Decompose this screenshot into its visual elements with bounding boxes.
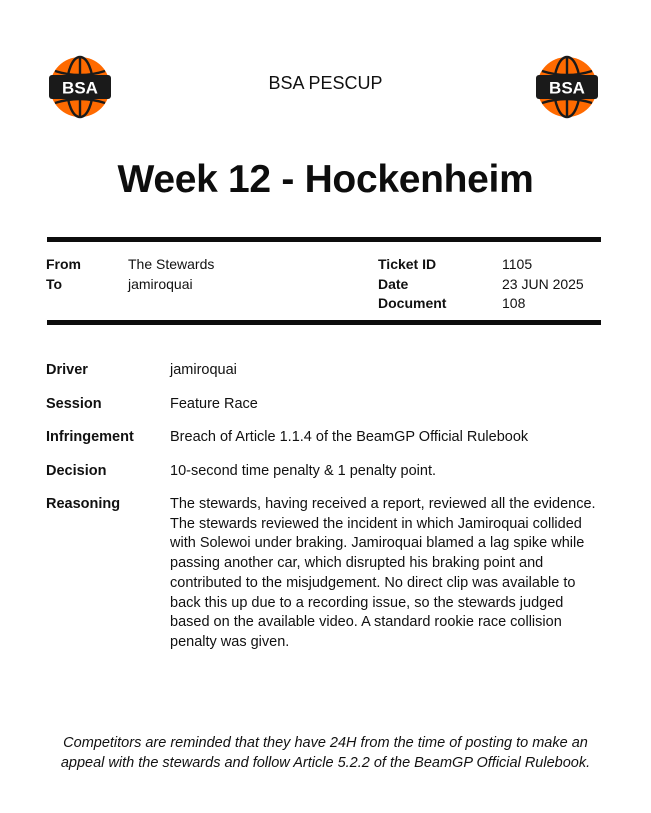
logo-text: BSA xyxy=(549,78,585,98)
divider-bottom xyxy=(47,320,601,325)
organization-name: BSA PESCUP xyxy=(268,73,383,93)
session-label: Session xyxy=(46,396,102,412)
page-title: Week 12 - Hockenheim xyxy=(117,158,534,201)
document-value: 108 xyxy=(502,295,526,311)
infringement-label: Infringement xyxy=(46,429,134,445)
to-label: To xyxy=(46,276,63,292)
bsa-logo-right xyxy=(532,55,602,119)
decision-value: 10-second time penalty & 1 penalty point. xyxy=(170,463,436,479)
driver-value: jamiroquai xyxy=(170,362,237,378)
from-label: From xyxy=(46,256,81,272)
divider-top xyxy=(47,237,601,242)
document-label: Document xyxy=(378,295,447,311)
logo-text: BSA xyxy=(62,78,98,98)
ticket-id-label: Ticket ID xyxy=(378,256,437,272)
appeal-notice: Competitors are reminded that they have 24H from the time of posting to make an appeal with the stewards and follow Article 5.2.2 of the BeamGP Official Rulebook. xyxy=(60,735,591,771)
to-value: jamiroquai xyxy=(128,276,193,292)
driver-label: Driver xyxy=(46,362,88,378)
from-value: The Stewards xyxy=(128,256,215,272)
infringement-value: Breach of Article 1.1.4 of the BeamGP Official Rulebook xyxy=(170,429,529,445)
reasoning-value: The stewards, having received a report, reviewed all the evidence. The stewards reviewed the incident in which Jamiroquai collided with Solewoi under braking. Jamiroquai blamed a lag spike while passing another car, which disrupted his braking point and contributed to the misjudgement. No direct clip was available to back this up due to a recording issue, so the stewards judged based on the available video. A standard rookie race collision penalty was given. xyxy=(170,496,596,650)
session-value: Feature Race xyxy=(170,396,258,412)
date-value: 23 JUN 2025 xyxy=(502,276,584,292)
date-label: Date xyxy=(378,276,409,292)
decision-label: Decision xyxy=(46,463,107,479)
reasoning-label: Reasoning xyxy=(46,496,121,512)
ticket-id-value: 1105 xyxy=(502,256,533,272)
